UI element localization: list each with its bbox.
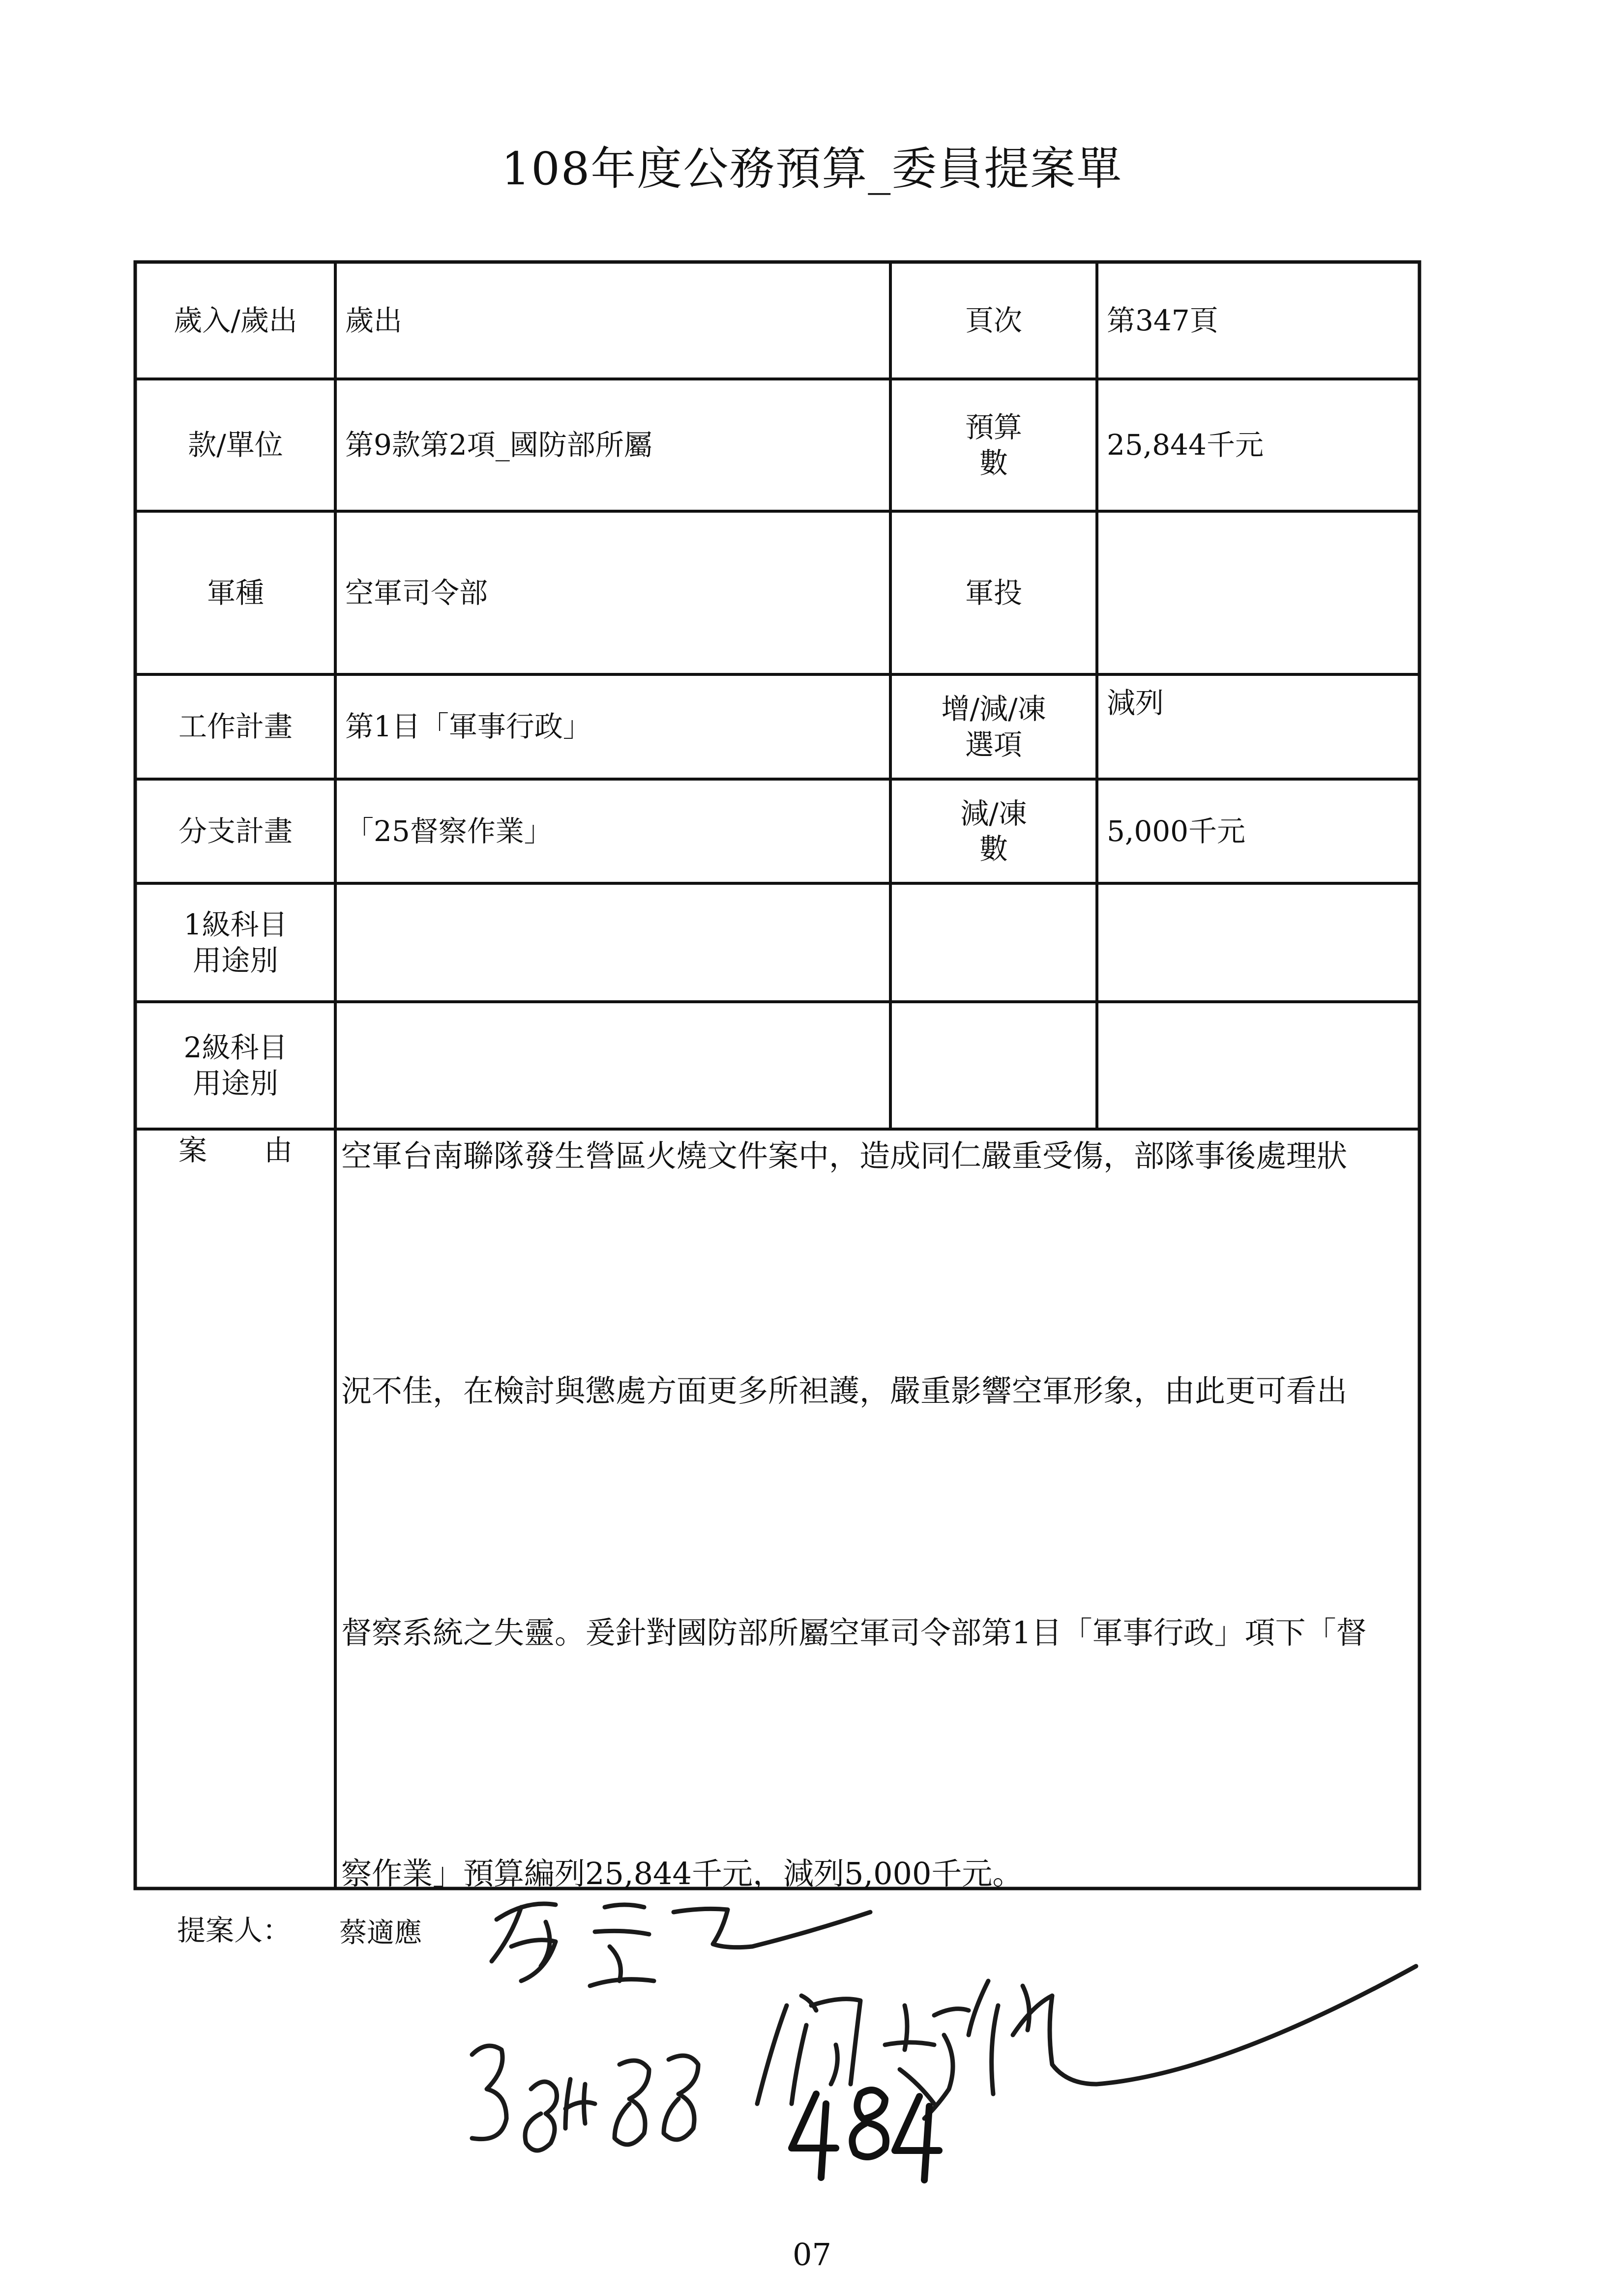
page-number: 07 [793,2237,831,2272]
signature-3 [472,2046,698,2151]
reason-line: 空軍台南聯隊發生營區火燒文件案中，造成同仁嚴重受傷，部隊事後處理狀 [341,1138,1348,1174]
field-label-revenue-expense: 歲入/歲出 [174,304,297,338]
reason-label: 案 由 [178,1133,293,1167]
field-label-budget-amount: 預算 數 [965,410,1022,480]
field-label-military-investment: 軍投 [965,576,1022,610]
field-value-revenue-expense: 歲出 [345,304,403,338]
field-value-work-plan: 第1目「軍事行政」 [345,710,591,744]
field-value-page: 第347頁 [1107,304,1218,338]
field-value-sub-plan: 「25督察作業」 [345,814,553,848]
handwritten-484 [792,2090,939,2180]
field-label-action-option: 增/減/凍 選項 [941,692,1046,761]
reason-line: 督察系統之失靈。爰針對國防部所屬空軍司令部第1目「軍事行政」項下「督 [341,1615,1367,1651]
field-value-section-unit: 第9款第2項_國防部所屬 [345,428,652,462]
proposer-name: 蔡適應 [339,1917,422,1949]
field-value-reduction-amount: 5,000千元 [1107,814,1246,848]
proposer-label: 提案人： [177,1914,292,1947]
field-label-sub-plan: 分支計畫 [178,814,293,848]
reason-line: 況不佳，在檢討與懲處方面更多所袒護，嚴重影響空軍形象，由此更可看出 [341,1373,1348,1409]
field-label-work-plan: 工作計畫 [178,710,293,744]
field-value-action-option: 減列 [1107,686,1164,720]
field-label-level2-item: 2級科目 用途別 [183,1031,288,1100]
document-title: 108年度公務預算_委員提案單 [501,143,1123,195]
signature-1 [492,1904,870,1986]
reason-line: 察作業」預算編列25,844千元，減列5,000千元。 [341,1856,1023,1891]
field-label-reduction-amount: 減/凍 數 [960,796,1027,866]
field-label-level1-item: 1級科目 用途別 [183,908,288,977]
field-value-service-branch: 空軍司令部 [345,576,488,610]
field-label-service-branch: 軍種 [207,576,264,610]
field-label-section-unit: 款/單位 [188,428,283,462]
field-label-page: 頁次 [965,304,1022,338]
field-value-budget-amount: 25,844千元 [1107,428,1264,462]
